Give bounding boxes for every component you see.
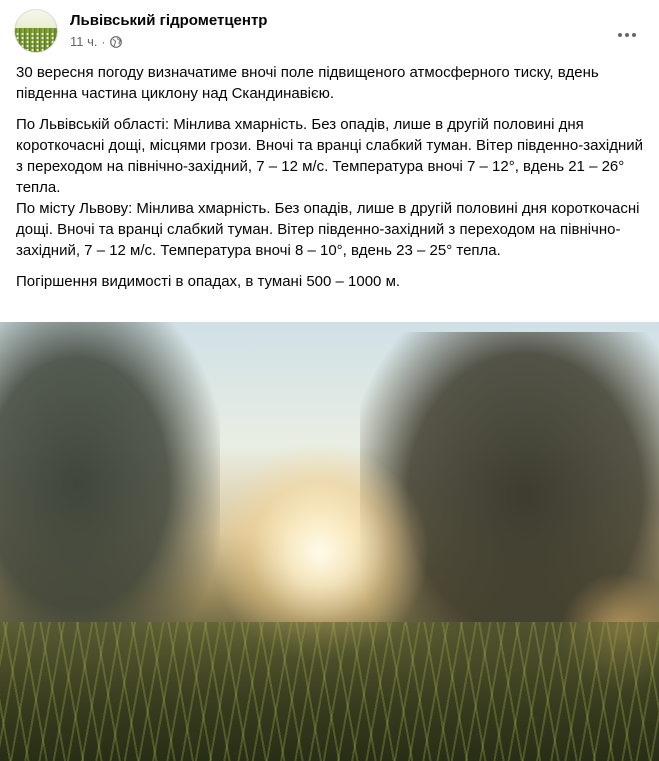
globe-icon[interactable] [110, 36, 122, 48]
page-name-link[interactable]: Львівський гідрометцентр [70, 12, 268, 29]
post-paragraph: Погіршення видимості в опадах, в тумані 500 – 1000 м. [16, 273, 401, 290]
page-avatar[interactable] [14, 9, 58, 53]
post-timestamp[interactable]: 11 ч. [70, 34, 98, 49]
more-horizontal-icon [618, 33, 622, 37]
post-paragraph: По місту Львову: Мінлива хмарність. Без опадів, лише в другій половині дня короткочасні дощі. Вночі та вранці слабкий туман. Вітер південно-західний з переходом на північно-західний, 7 – 12 м/с. Температура вночі 8 – 10°, вдень 23 – 25° тепла. [16, 200, 640, 259]
post-photo[interactable] [0, 322, 659, 761]
post-paragraph: 30 вересня погоду визначатиме вночі поле підвищеного атмосферного тиску, вдень південна частина циклону над Скандинавією. [16, 64, 599, 102]
post-paragraph: По Львівській області: Мінлива хмарність. Без опадів, лише в другій половині дня короткочасні дощі, місцями грози. Вночі та вранці слабкий туман. Вітер південно-західний з переходом на північно-західний, 7 – 12 м/с. Температура вночі 7 – 12°, вдень 21 – 26° тепла. [16, 116, 644, 196]
post-meta [70, 34, 122, 49]
post-text [16, 62, 648, 302]
meta-separator: · [101, 34, 106, 49]
more-dot [625, 33, 629, 37]
more-options-button[interactable] [609, 17, 645, 53]
post-header [14, 9, 645, 55]
photo-grass [0, 622, 659, 761]
more-dot [632, 33, 636, 37]
